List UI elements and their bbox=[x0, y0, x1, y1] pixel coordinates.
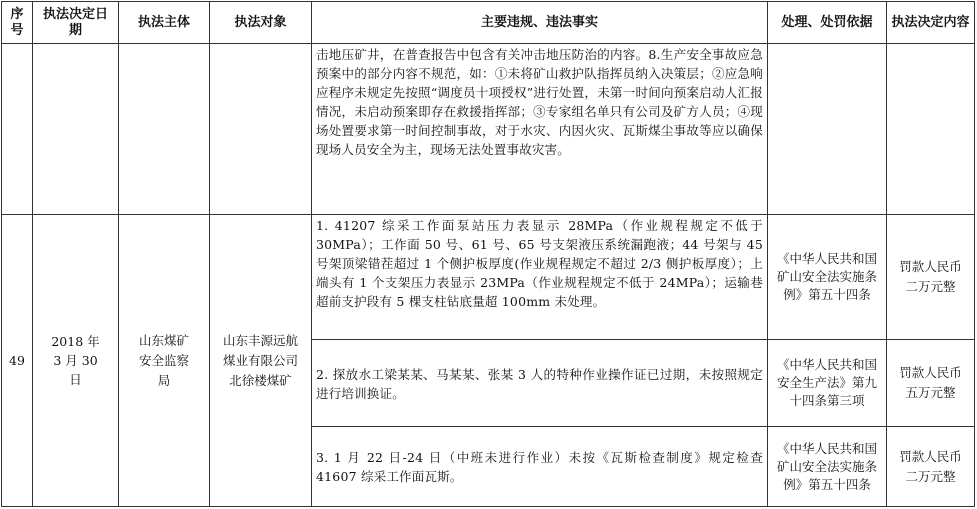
header-target: 执法对象 bbox=[210, 2, 312, 44]
continued-facts: 击地压矿井，在普查报告中包含有关冲击地压防治的内容。8.生产安全事故应急预案中的部分内容不规范，如：①未将矿山救护队指挥员纳入决策层；②应急响应程序未规定先按照“调度员十项授权”进行处置，未第一时间向预案启动人汇报情况，未启动预案即存在救援指挥部；③专家组名单只有公司及矿方人员；④现场处置要求第一时间控制事故，对于水灾、内因火灾、瓦斯煤尘事故等应以确保现场人员安全为主，现场无法处置事故灾害。 bbox=[312, 44, 768, 215]
empty-cell bbox=[768, 44, 887, 215]
penalty-decision: 罚款人民币二万元整 bbox=[887, 427, 975, 507]
enforcement-table bbox=[1, 1, 975, 507]
violation-fact: 1. 41207 综采工作面泵站压力表显示 28MPa（作业规程规定不低于 30MPa）；工作面 50 号、61 号、65 号支架液压系统漏跑液；44 号架与 45 号架顶梁错茬超过 1 个侧护板厚度(作业规程规定不超过 2/3 侧护板厚度）；上端头有 1 个支架压力表显示 23MPa（作业规程规定不低于 24MPa）；运输巷超前支护段有 5 棵支柱钻底量超 100mm 未处理。 bbox=[312, 215, 768, 340]
penalty-basis: 《中华人民共和国矿山安全法实施条例》第五十四条 bbox=[768, 215, 887, 340]
table-row bbox=[2, 44, 975, 215]
table-row bbox=[2, 215, 975, 340]
header-subject: 执法主体 bbox=[119, 2, 210, 44]
penalty-decision: 罚款人民币五万元整 bbox=[887, 340, 975, 427]
header-facts: 主要违规、违法事实 bbox=[312, 2, 768, 44]
record-seq: 49 bbox=[2, 215, 33, 507]
header-seq: 序号 bbox=[2, 2, 33, 44]
empty-cell bbox=[2, 44, 33, 215]
header-decision: 执法决定内容 bbox=[887, 2, 975, 44]
header-date: 执法决定日期 bbox=[33, 2, 119, 44]
penalty-basis: 《中华人民共和国安全生产法》第九十四条第三项 bbox=[768, 340, 887, 427]
penalty-decision: 罚款人民币二万元整 bbox=[887, 215, 975, 340]
empty-cell bbox=[119, 44, 210, 215]
record-date: 2018 年 3 月 30 日 bbox=[33, 215, 119, 507]
penalty-basis: 《中华人民共和国矿山安全法实施条例》第五十四条 bbox=[768, 427, 887, 507]
empty-cell bbox=[210, 44, 312, 215]
empty-cell bbox=[887, 44, 975, 215]
violation-fact: 3. 1 月 22 日-24 日（中班未进行作业）未按《瓦斯检查制度》规定检查 41607 综采工作面瓦斯。 bbox=[312, 427, 768, 507]
header-row bbox=[2, 2, 975, 44]
header-basis: 处理、处罚依据 bbox=[768, 2, 887, 44]
violation-fact: 2. 探放水工梁某某、马某某、张某 3 人的特种作业操作证已过期，未按照规定进行培训换证。 bbox=[312, 340, 768, 427]
empty-cell bbox=[33, 44, 119, 215]
record-subject: 山东煤矿安全监察局 bbox=[119, 215, 210, 507]
record-target: 山东丰源远航煤业有限公司北徐楼煤矿 bbox=[210, 215, 312, 507]
